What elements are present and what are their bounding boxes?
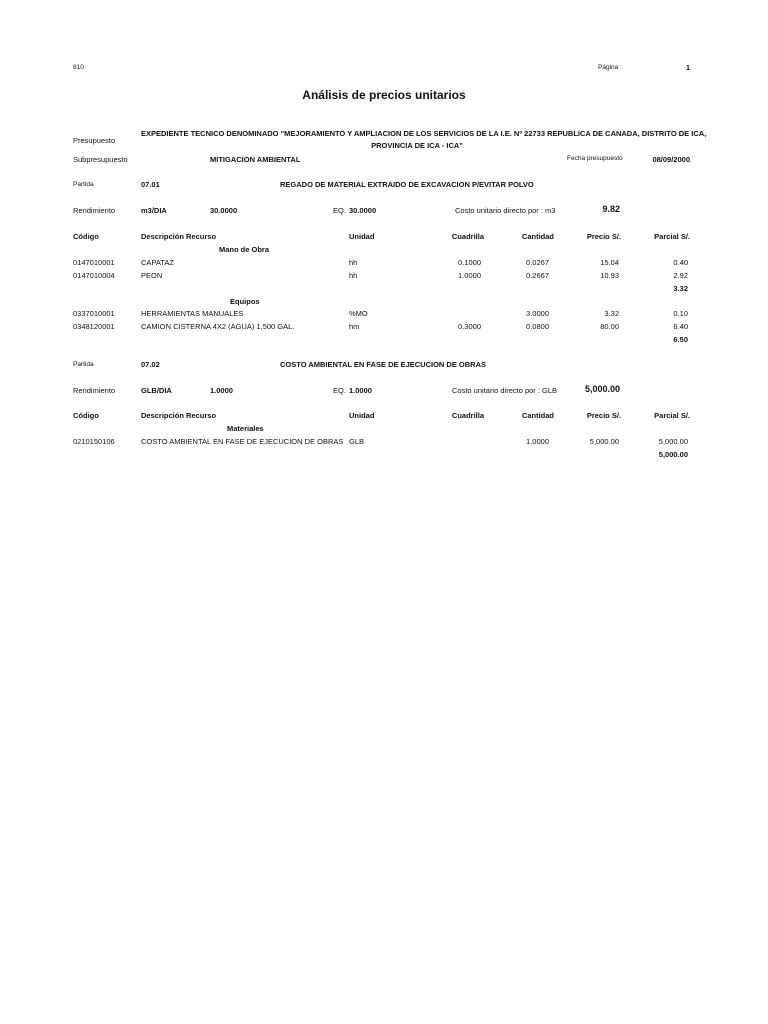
fecha-value: 08/09/2000 — [652, 155, 690, 164]
eq-value: 30.0000 — [349, 206, 377, 215]
partida-code: 07.01 — [141, 180, 160, 189]
cell-parcial: 0.40 — [673, 258, 688, 267]
eq-label: EQ. — [333, 386, 346, 395]
col-precio: Precio S/. — [586, 411, 621, 420]
cell-unidad: hm — [349, 322, 360, 331]
col-precio: Precio S/. — [586, 232, 621, 241]
col-cantidad: Cantidad — [521, 411, 554, 420]
col-parcial: Parcial S/. — [654, 411, 690, 420]
col-unidad: Unidad — [349, 232, 375, 241]
cell-cuadrilla: 1.0000 — [458, 271, 481, 280]
costo-unitario-label: Costo unitario directo por : m3 — [455, 206, 556, 215]
group-title: Mano de Obra — [219, 245, 270, 254]
rendimiento-label: Rendimiento — [73, 386, 116, 395]
cell-precio: 10.93 — [600, 271, 619, 280]
cell-parcial: 2.92 — [673, 271, 688, 280]
cell-descripcion: CAMION CISTERNA 4X2 (AGUA) 1,500 GAL. — [141, 322, 295, 331]
cell-cantidad: 0.2667 — [526, 271, 549, 280]
col-descripcion: Descripción Recurso — [141, 232, 217, 241]
cell-cantidad: 3.0000 — [526, 309, 549, 318]
page-title: Análisis de precios unitarios — [302, 88, 466, 102]
cell-precio: 80.00 — [600, 322, 619, 331]
rendimiento-unit: m3/DIA — [141, 206, 167, 215]
presupuesto-line2: PROVINCIA DE ICA - ICA" — [371, 141, 463, 150]
cell-descripcion: HERRAMIENTAS MANUALES — [141, 309, 244, 318]
cell-descripcion: COSTO AMBIENTAL EN FASE DE EJECUCION DE OBRAS — [141, 437, 344, 446]
eq-value: 1.0000 — [349, 386, 372, 395]
group-title: Equipos — [230, 297, 260, 306]
cell-cantidad: 0.0800 — [526, 322, 549, 331]
rendimiento-value: 1.0000 — [210, 386, 233, 395]
page-label: Página : — [598, 64, 622, 71]
partida-description: REGADO DE MATERIAL EXTRAIDO DE EXCAVACION P/EVITAR POLVO — [280, 180, 534, 189]
cell-codigo: 0147010001 — [73, 258, 115, 267]
cell-precio: 5,000.00 — [589, 437, 619, 446]
rendimiento-value: 30.0000 — [210, 206, 238, 215]
cell-codigo: 0147010004 — [73, 271, 115, 280]
col-cantidad: Cantidad — [521, 232, 554, 241]
eq-label: EQ. — [333, 206, 346, 215]
partida-description: COSTO AMBIENTAL EN FASE DE EJECUCION DE OBRAS — [280, 360, 486, 369]
costo-unitario-value: 5,000.00 — [584, 384, 620, 394]
cell-codigo: 0210150106 — [73, 437, 115, 446]
cell-codigo: 0337010001 — [73, 309, 115, 318]
col-codigo: Código — [73, 232, 99, 241]
subpresupuesto-label: Subpresupuesto — [73, 155, 128, 164]
cell-cantidad: 0.0267 — [526, 258, 549, 267]
cell-unidad: hh — [349, 271, 358, 280]
col-unidad: Unidad — [349, 411, 375, 420]
cell-parcial: 5,000.00 — [658, 437, 688, 446]
costo-unitario-value: 9.82 — [602, 204, 620, 214]
col-codigo: Código — [73, 411, 99, 420]
group-subtotal: 5,000.00 — [658, 450, 688, 459]
subpresupuesto-value: MITIGACION AMBIENTAL — [210, 155, 301, 164]
rendimiento-label: Rendimiento — [73, 206, 116, 215]
group-subtotal: 3.32 — [673, 284, 688, 293]
partida-label: Partida — [73, 361, 94, 368]
partida-label: Partida — [73, 181, 94, 188]
col-cuadrilla: Cuadrilla — [451, 411, 484, 420]
cell-unidad: hh — [349, 258, 358, 267]
cell-descripcion: CAPATAZ — [141, 258, 174, 267]
presupuesto-line1: EXPEDIENTE TECNICO DENOMINADO "MEJORAMIENTO Y AMPLIACION DE LOS SERVICIOS DE LA I.E. Nº 22733 REPUBLICA DE CANADA, DISTRITO DE ICA, — [141, 129, 707, 138]
cell-cantidad: 1.0000 — [526, 437, 549, 446]
cell-precio: 15.04 — [600, 258, 619, 267]
report-code: 810 — [73, 64, 84, 71]
col-parcial: Parcial S/. — [654, 232, 690, 241]
presupuesto-label: Presupuesto — [73, 136, 116, 145]
cell-codigo: 0348120001 — [73, 322, 115, 331]
fecha-label: Fecha presupuesto — [567, 155, 623, 162]
cell-precio: 3.32 — [604, 309, 619, 318]
cell-parcial: 0.10 — [673, 309, 688, 318]
col-descripcion: Descripción Recurso — [141, 411, 217, 420]
cell-cuadrilla: 0.1000 — [458, 258, 481, 267]
cell-parcial: 6.40 — [673, 322, 688, 331]
group-subtotal: 6.50 — [673, 335, 688, 344]
page-number: 1 — [685, 63, 690, 72]
partida-code: 07.02 — [141, 360, 160, 369]
col-cuadrilla: Cuadrilla — [451, 232, 484, 241]
group-title: Materiales — [227, 424, 264, 433]
cell-unidad: GLB — [349, 437, 365, 446]
cell-unidad: %MO — [349, 309, 368, 318]
rendimiento-unit: GLB/DIA — [141, 386, 172, 395]
costo-unitario-label: Costo unitario directo por : GLB — [452, 386, 558, 395]
cell-cuadrilla: 0.3000 — [458, 322, 481, 331]
cell-descripcion: PEON — [141, 271, 163, 280]
